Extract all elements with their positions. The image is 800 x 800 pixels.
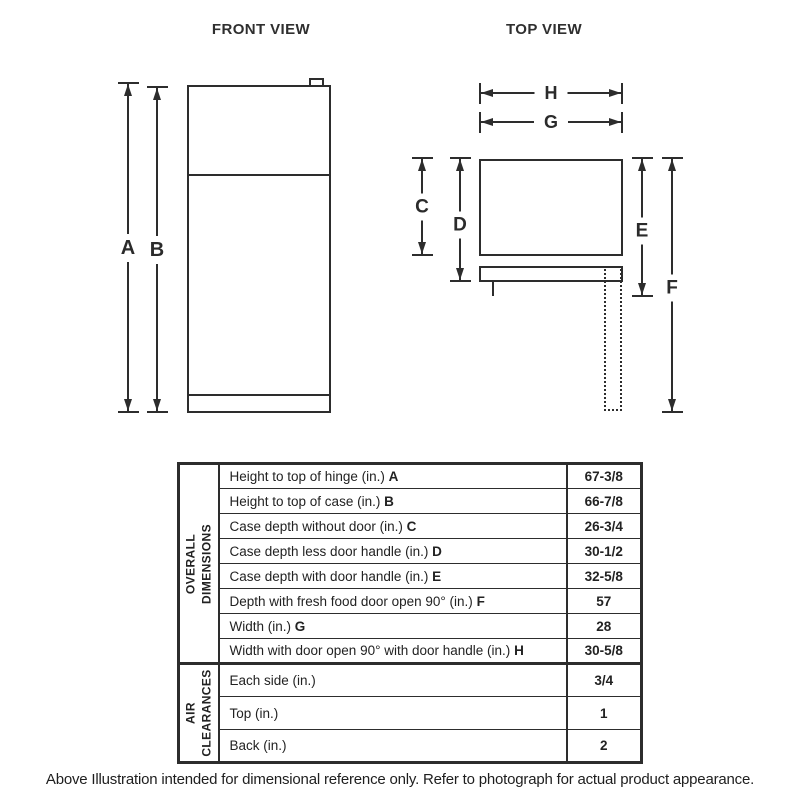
dim-label-d: D xyxy=(452,211,468,238)
table-row xyxy=(179,639,642,664)
table-row xyxy=(179,589,642,614)
dim-label-a: A xyxy=(120,234,136,262)
dim-label-e: E xyxy=(635,218,650,245)
table-row xyxy=(179,664,642,697)
freezer-divider-line xyxy=(189,174,329,176)
arrowhead-right-icon xyxy=(609,89,621,97)
open-door-dashed-outline xyxy=(604,269,622,411)
arrowhead-down-icon xyxy=(124,399,132,411)
section-header-overall-dimensions xyxy=(179,464,219,664)
row-value: 26-3/4 xyxy=(567,514,642,539)
dim-label-f: F xyxy=(665,274,679,301)
row-letter: B xyxy=(384,493,394,509)
row-label: Depth with fresh food door open 90° (in.) F xyxy=(219,589,567,614)
dim-tick xyxy=(450,280,471,282)
row-value: 66-7/8 xyxy=(567,489,642,514)
dim-arrow-e xyxy=(630,157,654,297)
table-row xyxy=(179,730,642,763)
dim-arrow-f xyxy=(660,157,684,413)
row-letter: G xyxy=(294,618,306,634)
table-row xyxy=(179,489,642,514)
row-label: Top (in.) xyxy=(219,697,567,730)
row-label: Height to top of case (in.) B xyxy=(219,489,567,514)
row-value: 2 xyxy=(567,730,642,763)
table-row xyxy=(179,614,642,639)
row-letter: E xyxy=(432,568,442,584)
top-view-title: TOP VIEW xyxy=(506,21,582,38)
refrigerator-front-outline xyxy=(187,85,331,413)
dim-label-h: H xyxy=(535,83,568,103)
arrowhead-down-icon xyxy=(638,283,646,295)
row-label: Height to top of hinge (in.) A xyxy=(219,464,567,489)
section-header-label: OVERALL DIMENSIONS xyxy=(183,523,213,604)
dim-tick xyxy=(118,411,139,413)
row-label: Width with door open 90° with door handle (in.) H xyxy=(219,639,567,664)
dim-label-b: B xyxy=(149,236,165,264)
dim-label-c: C xyxy=(414,193,430,220)
row-label: Each side (in.) xyxy=(219,664,567,697)
row-value: 28 xyxy=(567,614,642,639)
row-value: 30-5/8 xyxy=(567,639,642,664)
door-handle-mark xyxy=(492,281,494,296)
dim-tick xyxy=(147,411,168,413)
kickplate-line xyxy=(189,394,329,396)
dim-tick xyxy=(412,254,433,256)
dim-arrow-b xyxy=(145,86,169,413)
row-value: 67-3/8 xyxy=(567,464,642,489)
dim-arrow-h xyxy=(479,80,623,106)
dim-arrow-d xyxy=(448,157,472,282)
row-letter: F xyxy=(476,593,485,609)
table-row xyxy=(179,697,642,730)
row-label: Case depth with door handle (in.) E xyxy=(219,564,567,589)
row-label: Width (in.) G xyxy=(219,614,567,639)
dim-arrow-g xyxy=(479,109,623,135)
dim-tick xyxy=(662,411,683,413)
row-letter: H xyxy=(514,643,524,658)
dim-tick xyxy=(632,295,653,297)
arrowhead-down-icon xyxy=(456,268,464,280)
table-row xyxy=(179,564,642,589)
row-label: Case depth less door handle (in.) D xyxy=(219,539,567,564)
dim-label-g: G xyxy=(534,112,568,132)
table-row xyxy=(179,514,642,539)
row-value: 32-5/8 xyxy=(567,564,642,589)
row-value: 3/4 xyxy=(567,664,642,697)
row-value: 1 xyxy=(567,697,642,730)
arrowhead-down-icon xyxy=(668,399,676,411)
footer-note: Above Illustration intended for dimensional reference only. Refer to photograph for actual product appearance. xyxy=(45,771,755,788)
row-label: Case depth without door (in.) C xyxy=(219,514,567,539)
dim-tick xyxy=(621,83,623,104)
dim-arrow-a xyxy=(116,82,140,413)
dim-tick xyxy=(621,112,623,133)
top-view-door-outline xyxy=(479,266,623,282)
row-label: Back (in.) xyxy=(219,730,567,763)
front-view-title: FRONT VIEW xyxy=(211,21,311,38)
section-header-label: AIR CLEARANCES xyxy=(183,669,213,757)
row-letter: A xyxy=(388,469,399,484)
row-letter: C xyxy=(406,518,417,534)
dim-arrow-c xyxy=(410,157,434,256)
arrowhead-down-icon xyxy=(418,242,426,254)
table-row xyxy=(179,539,642,564)
table-row xyxy=(179,464,642,489)
top-hinge xyxy=(309,78,324,87)
dimensions-table xyxy=(177,462,643,764)
row-value: 57 xyxy=(567,589,642,614)
section-header-air-clearances xyxy=(179,664,219,763)
row-letter: D xyxy=(432,543,442,559)
row-value: 30-1/2 xyxy=(567,539,642,564)
top-view-case-outline xyxy=(479,159,623,256)
arrowhead-right-icon xyxy=(609,118,621,126)
arrowhead-down-icon xyxy=(153,399,161,411)
